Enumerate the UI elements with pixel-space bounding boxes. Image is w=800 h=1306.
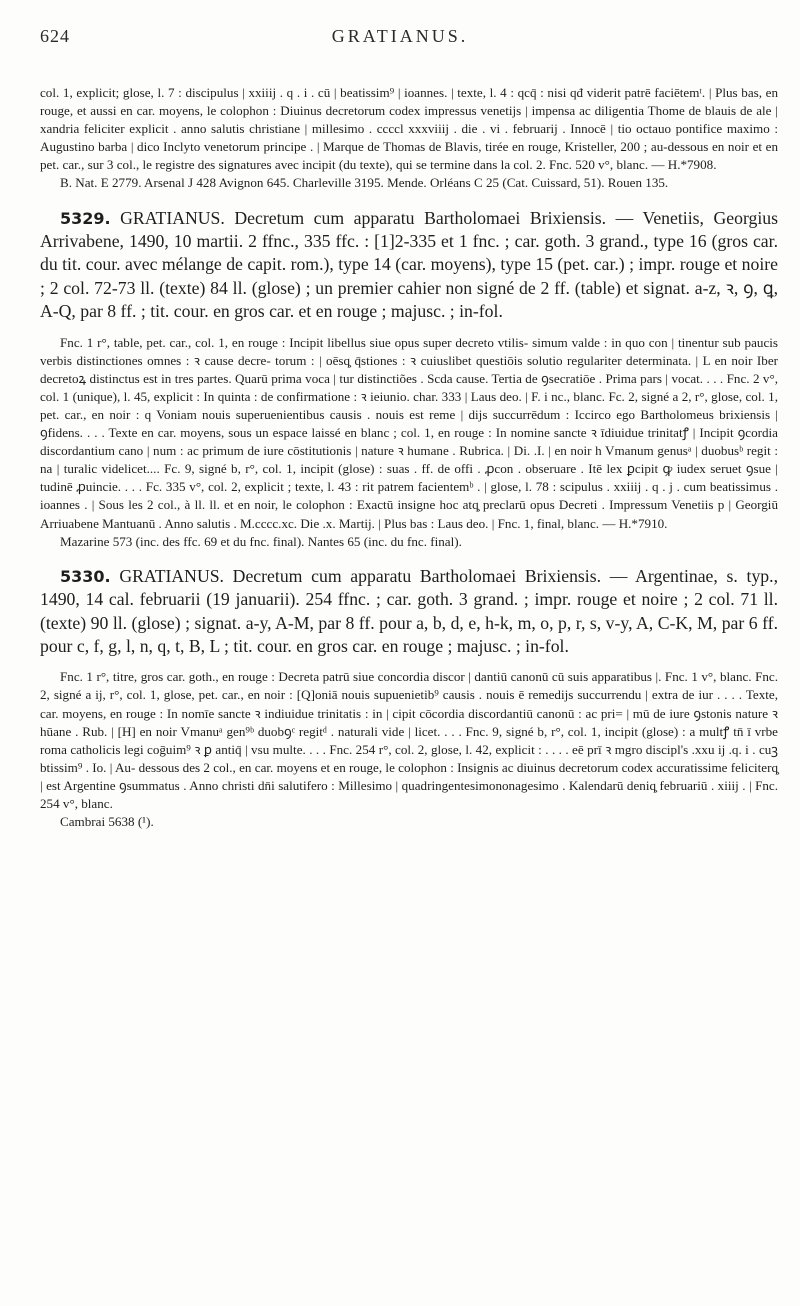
page-body <box>40 84 778 831</box>
spacer <box>40 551 778 565</box>
entry-5330-number: 5330. <box>60 566 111 586</box>
running-title: GRATIANUS. <box>331 26 469 46</box>
spacer <box>40 658 778 668</box>
entry-5329-description: Fnc. 1 r°, table, pet. car., col. 1, en rouge : Incipit libellus siue opus super decreto vtilis- simum valde : in quo con | tinentur sub paucis verbis distinctiones omnes : ꝛ cause decre- torum : | oēsq̧ q̄stiones : ꝛ cuiuslibet questiōis solutio regulariter determinata. | L en noir Iber decretoꝝ distinctus est in tres partes. Quarū prima voca | tur distinctiões . Scda cause. Tertia de ꝯsecratiōe . Prima pars | vocat. . . . Fnc. 2 v°, col. 1 (unique), l. 45, explicit : In quinta : de confirmatione : ꝛ ieiunio. char. 333 | Laus deo. | F. i nc., blanc. Fc. 2, signé a 2, r°, glose, col. 1, pet. car., en noir : q Voniam nouis superuenientibus causis . nouis est reme | dijs succurrēdum : Iccirco ego Bartholomeus brixiensis | ꝯfidens. . . . Texte en car. moyens, sous un espace laissé en blanc ; col. 1, en rouge : In nomine sancte ꝛ īdiuidue trinitatꝭ | Incipit ꝯcordia discordantium cano | num : ac primum de iure cōstitutionis | nature ꝛ humane . Rubrica. | Di. .I. | en noir h Vmanum genusᵃ | duobusᵇ regit : na | turalic videlicet.... Fc. 9, signé b, r°, col. 1, incipit (glose) : suas . ff. de offi . ꝓcon . obseruare . Itē lex ꝑcipit ꝙ iudex seruet ꝯsue | tudinē ꝓuincie. . . . Fc. 335 v°, col. 2, explicit ; texte, l. 43 : rit patrem facientemᵇ . | glose, l. 78 : scipulus . xxiiij . q . j . cum beatissimus . ioannes . | Sous les 2 col., à ll. ll. et en noir, le colophon : Exactū insigne hoc atq̧ preclarū opus Decreti . Impressum Venetiis p | Georgiū Arriuabene Mantuanū . Anno salutis . M.cccc.xc. Die .x. Martij. | Plus bas : Laus deo. | Fnc. 1, final, blanc. — H.*7910. <box>40 334 778 531</box>
running-head <box>0 26 800 50</box>
entry-5330-holdings: Cambrai 5638 (¹). <box>60 814 154 830</box>
continuation-description: col. 1, explicit; glose, l. 7 : discipulus | xxiiij . q . i . cū | beatissim⁹ | ioannes. | texte, l. 4 : qcq̄ : nisi qđ viderit patrē faciētemᵗ. | Plus bas, en rouge, et aussi en car. moyens, le colophon : Diuinus decretorum codex impressus venetijs | impensa ac diligentia Thome de blauis de ale | xandria feliciter explicit . anno salutis christiane | millesimo . ccccl xxxviiij . die . vi . februarij . Innocē | tio octauo pontifice maximo : Augustino barba | dico Inclyto venetorum principe . | Marque de Thomas de Blavis, tirée en rouge, Kristeller, 200 ; au-dessous en noir et en pet. car., sur 3 col., le registre des signatures avec incipit (du texte), qui se termine dans la col. 2. Fnc. 520 v°, blanc. — H.*7908. <box>40 85 778 173</box>
entry-5329-holdings: Mazarine 573 (inc. des ffc. 69 et du fnc. final). Nantes 65 (inc. du fnc. final). <box>60 533 462 549</box>
entry-5329-heading-text: GRATIANUS. Decretum cum apparatu Bartholomaei Brixiensis. — Venetiis, Georgius Arrivabene, 1490, 10 martii. 2 ffnc., 335 ffc. : [1]2-335 et 1 fnc. ; car. goth. 3 grand., type 16 (gros car. du tit. cour. avec mélange de capit. rom.), type 14 (car. moyens), type 15 (pet. car.) ; impr. rouge et noire ; 2 col. 72-73 ll. (texte) 84 ll. (glose) ; un premier cahier non signé de 2 ff. (table) et signat. a-z, ꝛ, ꝯ, ꝗ, A-Q, par 8 ff. ; tit. cour. en gros car. et en rouge ; majusc. ; in-fol. <box>40 207 778 322</box>
entry-5329-heading <box>40 207 778 324</box>
spacer <box>40 193 778 207</box>
spacer <box>40 324 778 334</box>
entry-5329-number: 5329. <box>60 208 111 228</box>
entry-5330-heading-text: GRATIANUS. Decretum cum apparatu Bartholomaei Brixiensis. — Argentinae, s. typ., 1490, 14 cal. februarii (19 januarii). 254 ffnc. ; car. goth. 3 grand. ; impr. rouge et noire ; 2 col. 71 ll. (texte) 90 ll. (glose) ; signat. a-y, A-M, par 8 ff. pour a, b, d, e, h-k, m, o, p, r, s, v-y, A, C-K, M, par 6 ff. pour c, f, g, l, n, q, t, B, L ; tit. cour. en gros car. en rouge ; majusc. ; in-fol. <box>40 565 778 656</box>
entry-5330-description: Fnc. 1 r°, titre, gros car. goth., en rouge : Decreta patrū siue concordia discor | dantiū canonū cū suis apparatibus |. Fnc. 1 v°, blanc. Fnc. 2, signé a ij, r°, col. 1, glose, pet. car., en noir : [Q]oniā nouis supuenietib⁹ causis . nouis ē remedijs succurrendu | extra de iur . . . . Texte, car. moyens, en rouge : In nomīe sancte ꝛ indiuidue trinitatis : in | cipit cōcordia discordantiū canonū : ac pri= | mū de iure ꝯstonis nature ꝛ hūane . Rub. | [H] en noir Vmanuᵃ gen⁹ᵇ duobꝯᶜ regitᵈ . naturali vide | licet. . . . Fnc. 9, signé b, r°, col. 1, incipit (glose) : a multꝭ tn̄ ī vrbe roma catholicis legi coḡuim⁹ ꝛ ꝑ antiq̄ | vsu multe. . . . Fnc. 254 r°, col. 2, glose, l. 42, explicit : . . . . eē prī ꝛ mgro discipl's .xxu ij .q. i . cuꝫ btissim⁹ . Io. | Au- dessous des 2 col., en car. moyens et en rouge, le colophon : Insignis ac diuinus decretorum codex accuratissime feliciterq̧ | est Argentine ꝯsummatus . Anno christi dn̄i salutifero : Millesimo | quadringentesimononagesimo . Kalendarū deniq̧ februariū . xiiij . | Fnc. 254 v°, blanc. <box>40 669 778 811</box>
page-number: 624 <box>40 26 70 46</box>
entry-5330-heading <box>40 565 778 659</box>
continuation-holdings: B. Nat. E 2779. Arsenal J 428 Avignon 645. Charleville 3195. Mende. Orléans C 25 (Cat. Cuissard, 51). Rouen 135. <box>60 175 669 191</box>
